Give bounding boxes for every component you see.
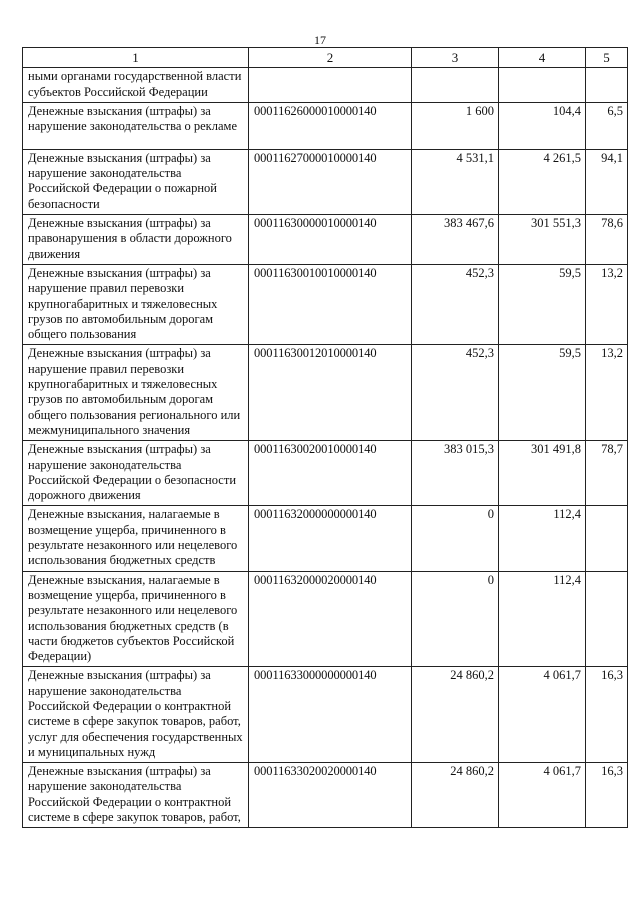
row-value-col3: 383 015,3 (412, 441, 499, 506)
row-value-col4: 59,5 (499, 345, 586, 441)
row-code-cell: 00011627000010000140 (249, 149, 412, 214)
row-name-cell: Денежные взыскания (штрафы) за нарушение законодательства Российской Федерации о контрактной системе в сфере закупок товаров, работ, (23, 763, 249, 828)
table-header (23, 48, 628, 68)
row-value-col4: 112,4 (499, 506, 586, 571)
row-name-cell: Денежные взыскания (штрафы) за нарушение законодательства о рекламе (23, 102, 249, 149)
row-name-cell: Денежные взыскания (штрафы) за нарушение законодательства Российской Федерации о контрактной системе в сфере закупок товаров, работ, услуг для обеспечения государственных и муниципальных нужд (23, 667, 249, 763)
table-row (23, 763, 628, 828)
table-row (23, 667, 628, 763)
row-value-col5: 13,2 (586, 264, 628, 344)
table-row (23, 506, 628, 571)
row-value-col3: 24 860,2 (412, 667, 499, 763)
row-code-cell: 00011633000000000140 (249, 667, 412, 763)
row-name-cell: Денежные взыскания (штрафы) за правонарушения в области дорожного движения (23, 215, 249, 265)
row-value-col5: 16,3 (586, 763, 628, 828)
row-value-col4: 104,4 (499, 102, 586, 149)
row-value-col3: 1 600 (412, 102, 499, 149)
row-name-cell: Денежные взыскания, налагаемые в возмещение ущерба, причиненного в результате незаконного или нецелевого использования бюджетных средств (в части бюджетов субъектов Российской Федерации) (23, 571, 249, 667)
row-value-col5 (586, 571, 628, 667)
table-row (23, 345, 628, 441)
row-value-col4: 59,5 (499, 264, 586, 344)
row-code-cell: 00011630012010000140 (249, 345, 412, 441)
row-value-col3 (412, 68, 499, 103)
row-name-cell: Денежные взыскания (штрафы) за нарушение правил перевозки крупногабаритных и тяжеловесных грузов по автомобильным дорогам общего пользования (23, 264, 249, 344)
row-name-cell: Денежные взыскания (штрафы) за нарушение правил перевозки крупногабаритных и тяжеловесных грузов по автомобильным дорогам общего пользования регионального или межмуниципального значения (23, 345, 249, 441)
row-code-cell (249, 68, 412, 103)
row-code-cell: 00011630010010000140 (249, 264, 412, 344)
table-row (23, 264, 628, 344)
header-col-1: 1 (23, 48, 249, 68)
row-value-col4: 301 491,8 (499, 441, 586, 506)
report-table (22, 47, 628, 828)
row-code-cell: 00011626000010000140 (249, 102, 412, 149)
row-value-col4: 301 551,3 (499, 215, 586, 265)
row-name-cell: Денежные взыскания (штрафы) за нарушение законодательства Российской Федерации о безопасности дорожного движения (23, 441, 249, 506)
row-value-col3: 0 (412, 506, 499, 571)
table-row (23, 102, 628, 149)
row-value-col5 (586, 506, 628, 571)
row-value-col3: 24 860,2 (412, 763, 499, 828)
row-value-col4: 4 061,7 (499, 763, 586, 828)
row-value-col3: 452,3 (412, 345, 499, 441)
row-value-col5: 78,6 (586, 215, 628, 265)
header-col-4: 4 (499, 48, 586, 68)
header-col-5: 5 (586, 48, 628, 68)
row-value-col5 (586, 68, 628, 103)
row-value-col5: 78,7 (586, 441, 628, 506)
row-value-col4: 4 261,5 (499, 149, 586, 214)
row-value-col4: 4 061,7 (499, 667, 586, 763)
row-value-col3: 452,3 (412, 264, 499, 344)
row-code-cell: 00011632000020000140 (249, 571, 412, 667)
row-code-cell: 00011632000000000140 (249, 506, 412, 571)
row-value-col4 (499, 68, 586, 103)
row-value-col3: 0 (412, 571, 499, 667)
row-code-cell: 00011633020020000140 (249, 763, 412, 828)
table-row (23, 571, 628, 667)
header-col-3: 3 (412, 48, 499, 68)
row-code-cell: 00011630000010000140 (249, 215, 412, 265)
row-name-cell: Денежные взыскания, налагаемые в возмещение ущерба, причиненного в результате незаконного или нецелевого использования бюджетных средств (23, 506, 249, 571)
row-value-col5: 6,5 (586, 102, 628, 149)
row-name-cell: ными органами государственной власти субъектов Российской Федерации (23, 68, 249, 103)
header-col-2: 2 (249, 48, 412, 68)
row-value-col5: 16,3 (586, 667, 628, 763)
table-row (23, 149, 628, 214)
row-code-cell: 00011630020010000140 (249, 441, 412, 506)
page-number: 17 (314, 33, 326, 47)
table-row (23, 68, 628, 103)
row-value-col5: 13,2 (586, 345, 628, 441)
row-value-col4: 112,4 (499, 571, 586, 667)
header-row (23, 48, 628, 68)
row-value-col3: 4 531,1 (412, 149, 499, 214)
row-name-cell: Денежные взыскания (штрафы) за нарушение законодательства Российской Федерации о пожарной безопасности (23, 149, 249, 214)
row-value-col3: 383 467,6 (412, 215, 499, 265)
row-value-col5: 94,1 (586, 149, 628, 214)
table-row (23, 441, 628, 506)
table-body (23, 68, 628, 828)
table-row (23, 215, 628, 265)
